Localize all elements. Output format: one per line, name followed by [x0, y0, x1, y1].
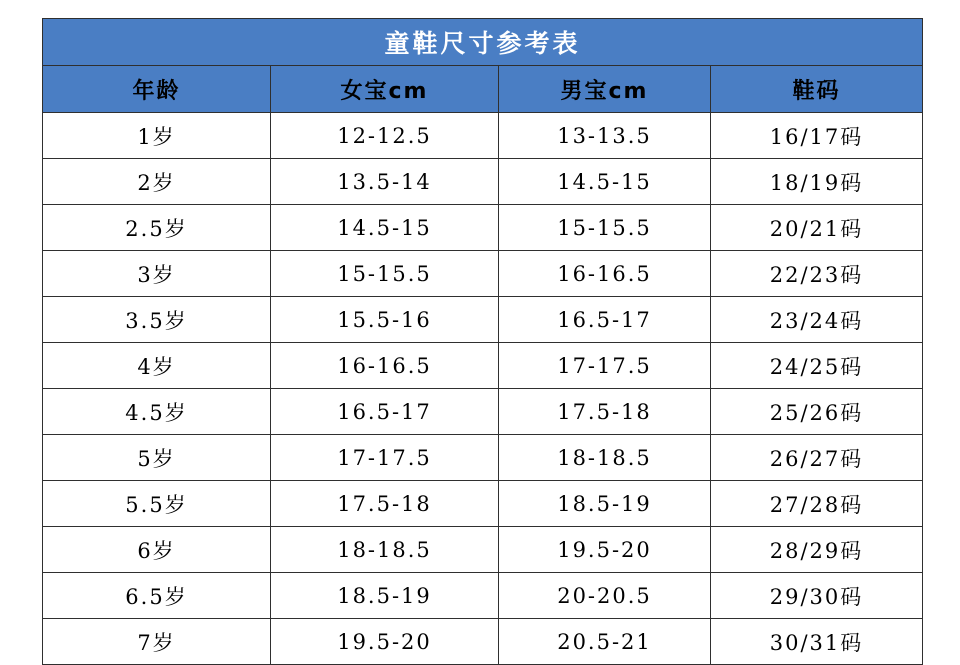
cell-boy-cm: 20-20.5: [499, 573, 711, 619]
cell-girl-cm: 19.5-20: [271, 619, 499, 665]
table-row: [43, 297, 923, 343]
cell-boy-cm: 19.5-20: [499, 527, 711, 573]
column-header-shoe-size: 鞋码: [711, 66, 923, 113]
cell-shoe-size: 23/24码: [711, 297, 923, 343]
cell-shoe-size: 20/21码: [711, 205, 923, 251]
cell-girl-cm: 17.5-18: [271, 481, 499, 527]
cell-boy-cm: 16.5-17: [499, 297, 711, 343]
cell-shoe-size: 18/19码: [711, 159, 923, 205]
table-header-row: [43, 66, 923, 113]
cell-girl-cm: 17-17.5: [271, 435, 499, 481]
cell-shoe-size: 25/26码: [711, 389, 923, 435]
cell-age: 1岁: [43, 113, 271, 159]
cell-shoe-size: 22/23码: [711, 251, 923, 297]
cell-boy-cm: 15-15.5: [499, 205, 711, 251]
cell-age: 7岁: [43, 619, 271, 665]
cell-age: 2.5岁: [43, 205, 271, 251]
cell-age: 4岁: [43, 343, 271, 389]
column-header-girl-cm: 女宝cm: [271, 66, 499, 113]
cell-age: 2岁: [43, 159, 271, 205]
shoe-size-table: [42, 18, 923, 665]
table-row: [43, 343, 923, 389]
cell-age: 6.5岁: [43, 573, 271, 619]
cell-age: 5岁: [43, 435, 271, 481]
table-row: [43, 251, 923, 297]
table-row: [43, 481, 923, 527]
cell-girl-cm: 13.5-14: [271, 159, 499, 205]
column-header-boy-cm: 男宝cm: [499, 66, 711, 113]
cell-boy-cm: 16-16.5: [499, 251, 711, 297]
table-title-row: [43, 19, 923, 66]
cell-boy-cm: 18.5-19: [499, 481, 711, 527]
cell-boy-cm: 14.5-15: [499, 159, 711, 205]
cell-girl-cm: 15-15.5: [271, 251, 499, 297]
table-row: [43, 205, 923, 251]
cell-shoe-size: 24/25码: [711, 343, 923, 389]
table-row: [43, 389, 923, 435]
cell-shoe-size: 29/30码: [711, 573, 923, 619]
cell-boy-cm: 17-17.5: [499, 343, 711, 389]
cell-girl-cm: 14.5-15: [271, 205, 499, 251]
cell-girl-cm: 18-18.5: [271, 527, 499, 573]
cell-boy-cm: 20.5-21: [499, 619, 711, 665]
cell-shoe-size: 28/29码: [711, 527, 923, 573]
cell-shoe-size: 30/31码: [711, 619, 923, 665]
cell-girl-cm: 15.5-16: [271, 297, 499, 343]
cell-age: 3岁: [43, 251, 271, 297]
cell-shoe-size: 27/28码: [711, 481, 923, 527]
cell-age: 6岁: [43, 527, 271, 573]
cell-girl-cm: 16-16.5: [271, 343, 499, 389]
column-header-age: 年龄: [43, 66, 271, 113]
cell-girl-cm: 12-12.5: [271, 113, 499, 159]
cell-shoe-size: 16/17码: [711, 113, 923, 159]
table-row: [43, 159, 923, 205]
cell-age: 3.5岁: [43, 297, 271, 343]
cell-boy-cm: 18-18.5: [499, 435, 711, 481]
cell-girl-cm: 18.5-19: [271, 573, 499, 619]
cell-age: 4.5岁: [43, 389, 271, 435]
cell-boy-cm: 13-13.5: [499, 113, 711, 159]
table-row: [43, 435, 923, 481]
table-row: [43, 527, 923, 573]
cell-age: 5.5岁: [43, 481, 271, 527]
table-title: 童鞋尺寸参考表: [43, 19, 923, 66]
cell-boy-cm: 17.5-18: [499, 389, 711, 435]
table-row: [43, 573, 923, 619]
cell-girl-cm: 16.5-17: [271, 389, 499, 435]
table-row: [43, 619, 923, 665]
table-row: [43, 113, 923, 159]
cell-shoe-size: 26/27码: [711, 435, 923, 481]
